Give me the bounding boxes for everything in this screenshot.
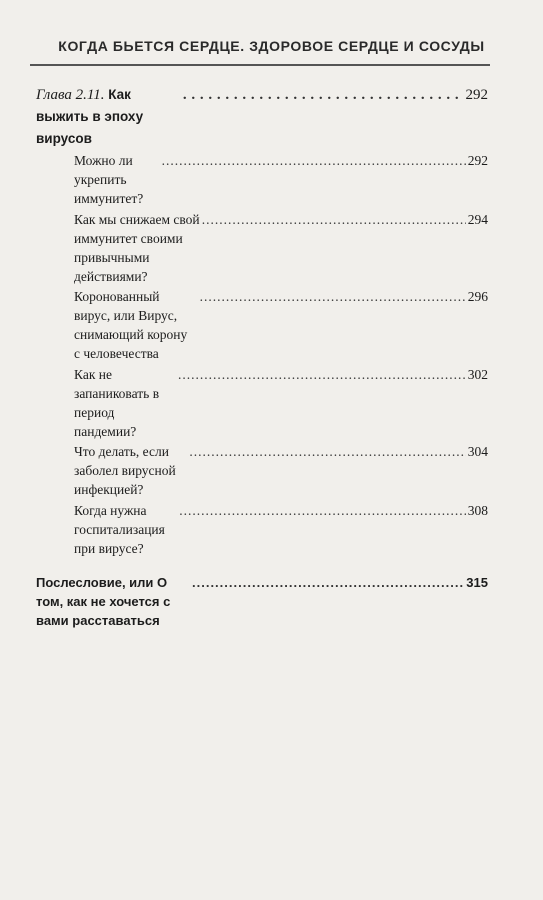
dot-leader: [202, 210, 466, 229]
toc-entry-title-line2: с человечества: [74, 346, 159, 361]
dot-leader: [189, 442, 465, 461]
page-number: 302: [467, 366, 488, 382]
toc-entry-title: Можно ли укрепить иммунитет?: [74, 153, 144, 206]
toc-entry-title-line1: Коронованный вирус, или Вирус, снимающий корону: [74, 289, 188, 342]
page-number: 294: [467, 211, 488, 227]
chapter-label: Глава 2.11.: [36, 87, 105, 103]
toc-entry: [36, 287, 488, 363]
dot-leader: [162, 151, 466, 170]
running-head: КОГДА БЬЕТСЯ СЕРДЦЕ. ЗДОРОВОЕ СЕРДЦЕ И СОСУДЫ: [58, 38, 485, 54]
toc-entry-title-line1: Как мы снижаем свой иммунитет своими привычными: [74, 211, 200, 265]
toc-entry: [36, 442, 488, 499]
toc-entry: [36, 151, 488, 208]
toc-entry-title: Что делать, если заболел вирусной инфекцией?: [74, 444, 176, 497]
toc-chapter-heading: [36, 84, 181, 150]
toc-entry-title: Как не запаниковать в период пандемии?: [74, 366, 160, 439]
toc-entry: [36, 210, 488, 286]
dot-leader: [178, 365, 466, 384]
table-of-contents: [36, 84, 488, 631]
toc-entry: [36, 365, 488, 441]
epilogue-title: Послесловие, или О том, как не хочется с вами расставаться: [36, 574, 171, 628]
page-number: 292: [467, 153, 488, 168]
chapter-title: Как выжить в эпоху вирусов: [36, 87, 144, 146]
toc-entry: [36, 501, 488, 558]
toc-epilogue-entry: [36, 573, 488, 630]
toc-entry-title-line2: действиями?: [74, 268, 148, 284]
toc-entry-title: Когда нужна госпитализация при вирусе?: [74, 502, 165, 556]
page-number: 296: [467, 289, 488, 304]
page-number: 308: [467, 502, 488, 518]
toc-entry-title: [74, 287, 198, 363]
dot-leader: [200, 287, 466, 306]
dot-leader: [183, 85, 464, 106]
page-number: 304: [467, 444, 488, 459]
dot-leader: [179, 501, 465, 520]
header-rule: [30, 64, 490, 66]
page-number: 315: [466, 574, 488, 590]
toc-chapter-entry: [36, 84, 488, 150]
toc-entry-title: [74, 210, 200, 286]
dot-leader: [192, 573, 464, 592]
page-number: 292: [465, 87, 488, 103]
